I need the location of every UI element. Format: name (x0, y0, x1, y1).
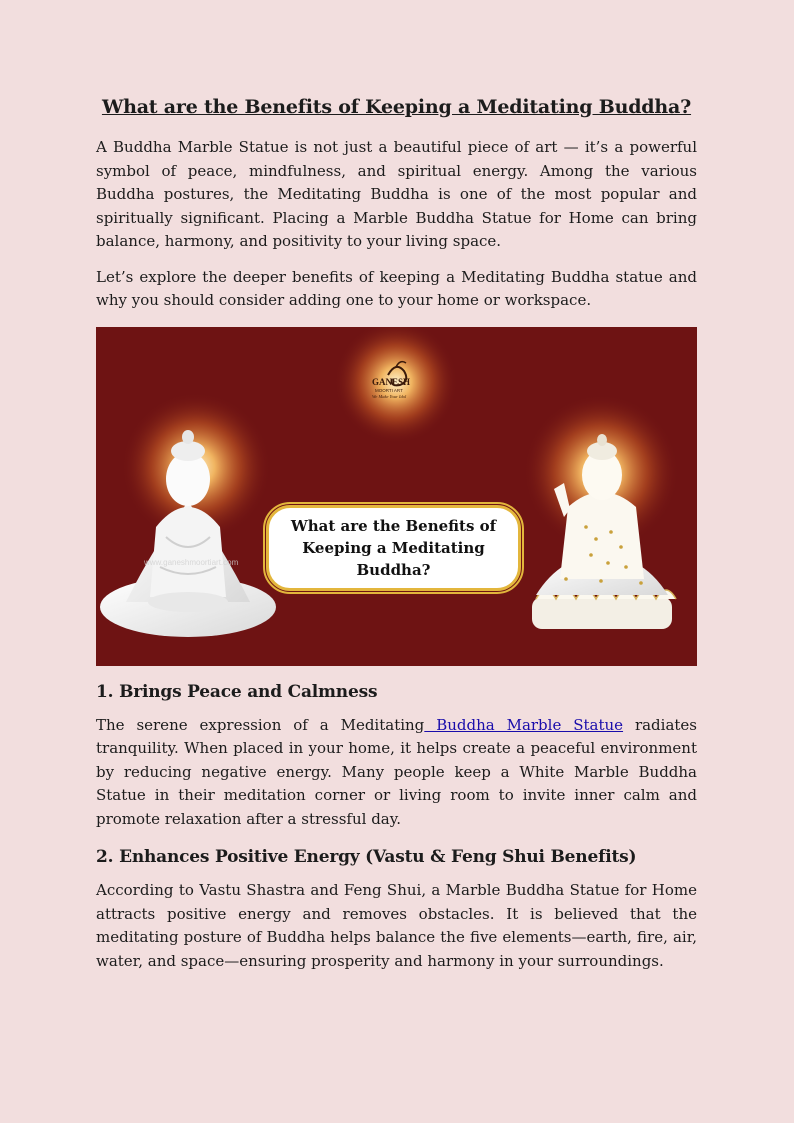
logo-tagline: We Make Your Idol (372, 393, 407, 399)
section-1-heading: 1. Brings Peace and Calmness (96, 681, 378, 702)
page-title: What are the Benefits of Keeping a Meditating Buddha? (101, 96, 692, 118)
document-body (96, 96, 697, 985)
logo-name: GANESH (372, 376, 411, 387)
buddha-marble-statue-link[interactable]: Buddha Marble Statue (424, 715, 624, 734)
watermark-text: www.ganeshmoortiart.com (144, 557, 239, 567)
section-1-text-before: The serene expression of a Meditating (96, 715, 425, 734)
callout-line-2: Keeping a Meditating Buddha? (302, 538, 485, 579)
section-2-paragraph: According to Vastu Shastra and Feng Shui, a Marble Buddha Statue for Home attracts positive energy and removes obstacles. It is believed that the meditating posture of Buddha helps balance the five elements—earth, fire, air, water, and space—ensuring prosperity and harmony in your surroundings. (96, 881, 697, 970)
banner-image (96, 327, 697, 666)
callout-line-1: What are the Benefits of (290, 516, 497, 535)
section-2-heading: 2. Enhances Positive Energy (Vastu & Feng Shui Benefits) (96, 847, 637, 867)
explore-paragraph: Let’s explore the deeper benefits of keeping a Meditating Buddha statue and why you should consider adding one to your home or workspace. (96, 267, 697, 309)
section-1-text-after: radiates tranquility. When placed in your home, it helps create a peaceful environment by reducing negative energy. Many people keep a White Marble Buddha Statue in their meditation corner or living room to invite inner calm and promote relaxation after a stressful day. (96, 715, 698, 828)
section-1-paragraph (96, 714, 697, 832)
banner-callout (266, 505, 521, 591)
logo-sub: MOORTI ART (375, 387, 403, 393)
banner-artwork (96, 327, 697, 666)
intro-paragraph: A Buddha Marble Statue is not just a beautiful piece of art — it’s a powerful symbol of peace, mindfulness, and spiritual energy. Among the various Buddha postures, the Meditating Buddha is one of the most popular and spiritually significant. Placing a Marble Buddha Statue for Home can bring balance, harmony, and positivity to your living space. (96, 138, 697, 250)
